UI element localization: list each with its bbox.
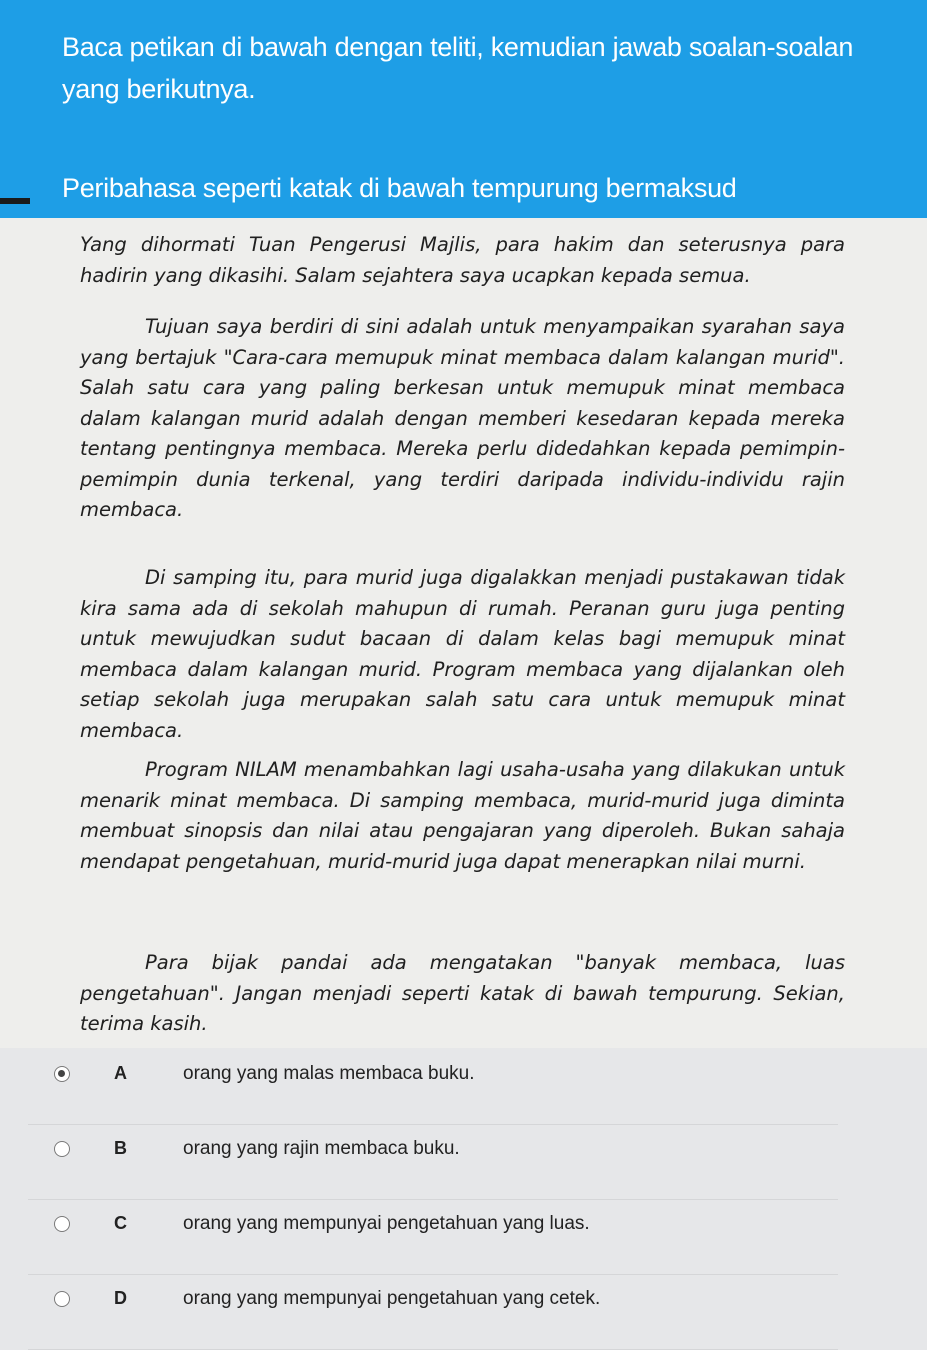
radio-button-a[interactable] [54,1066,70,1082]
option-c[interactable] [28,1200,838,1275]
option-letter: C [114,1213,127,1233]
passage-paragraph: Tujuan saya berdiri di sini adalah untuk menyampaikan syarahan saya yang bertajuk "Cara-cara memupuk minat membaca dalam kalangan murid". Salah satu cara yang paling berkesan untuk memupuk minat membaca dalam kalangan murid adalah dengan memberi kesedaran kepada mereka tentang pentingnya membaca. Mereka perlu didedahkan kepada pemimpin-pemimpin dunia terkenal, yang terdiri daripada individu-individu rajin membaca. [80,315,845,521]
radio-button-b[interactable] [54,1141,70,1157]
header-divider-mark [0,198,30,204]
option-text: orang yang rajin membaca buku. [183,1138,460,1159]
option-b[interactable] [28,1125,838,1200]
option-text: orang yang mempunyai pengetahuan yang cetek. [183,1288,601,1309]
answer-options [28,1050,838,1350]
option-d[interactable] [28,1275,838,1350]
option-a[interactable] [28,1050,838,1125]
option-letter: B [114,1138,127,1158]
passage-paragraph: Para bijak pandai ada mengatakan "banyak membaca, luas pengetahuan". Jangan menjadi seperti katak di bawah tempurung. Sekian, terima kasih. [80,951,845,1035]
instruction-text: Baca petikan di bawah dengan teliti, kemudian jawab soalan-soalan yang berikutnya. [62,32,854,104]
passage-paragraph: Program NILAM menambahkan lagi usaha-usaha yang dilakukan untuk menarik minat membaca. Di samping membaca, murid-murid juga diminta membuat sinopsis dan nilai atau pengajaran yang diperoleh. Bukan sahaja mendapat pengetahuan, murid-murid juga dapat menerapkan nilai murni. [80,758,845,873]
radio-button-d[interactable] [54,1291,70,1307]
radio-button-c[interactable] [54,1216,70,1232]
option-text: orang yang malas membaca buku. [183,1063,475,1084]
option-letter: D [114,1288,127,1308]
question-text: Peribahasa seperti katak di bawah tempurung bermaksud [62,173,737,203]
option-letter: A [114,1063,127,1083]
passage-image [0,218,927,1048]
passage-paragraph: Yang dihormati Tuan Pengerusi Majlis, para hakim dan seterusnya para hadirin yang dikasihi. Salam sejahtera saya ucapkan kepada semua. [80,233,845,287]
question-header [0,0,927,228]
option-text: orang yang mempunyai pengetahuan yang luas. [183,1213,590,1234]
passage-paragraph: Di samping itu, para murid juga digalakkan menjadi pustakawan tidak kira sama ada di sekolah mahupun di rumah. Peranan guru juga penting untuk mewujudkan sudut bacaan di dalam kelas bagi memupuk minat membaca dalam kalangan murid. Program membaca yang dijalankan oleh setiap sekolah juga merupakan salah satu cara untuk memupuk minat membaca. [80,566,845,742]
